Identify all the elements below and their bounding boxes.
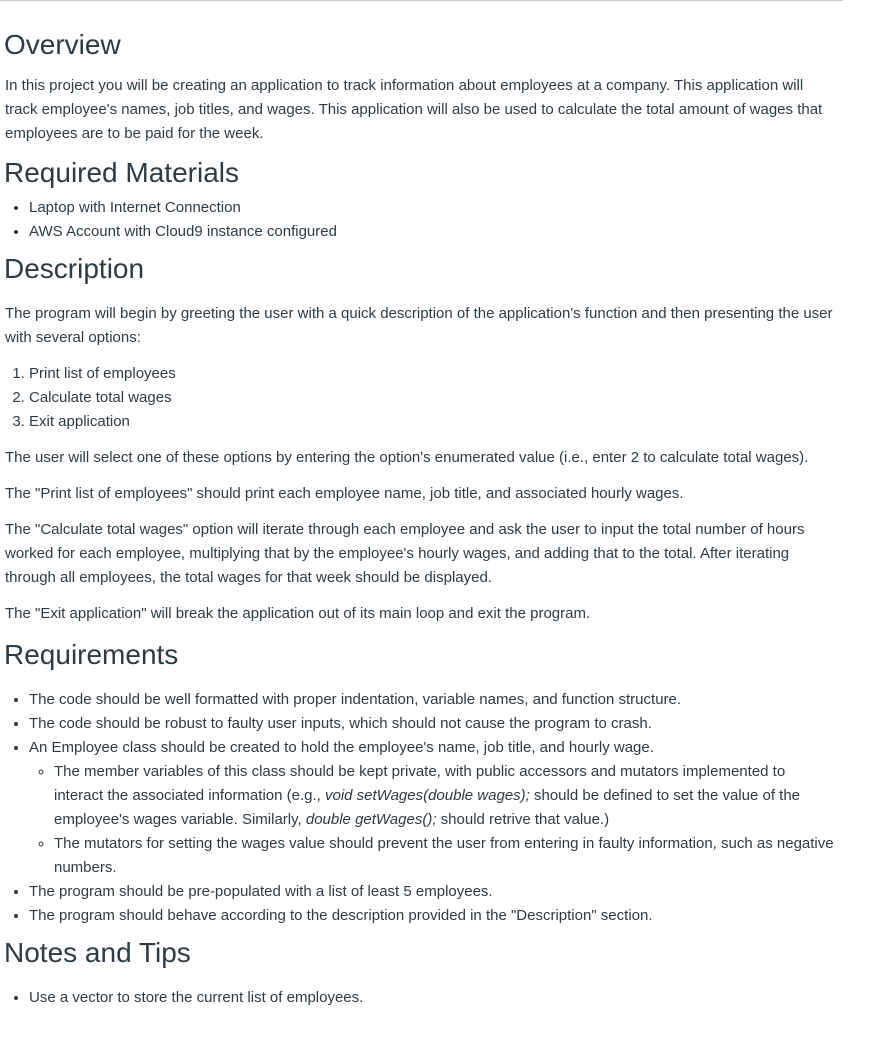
list-item: • The code should be well formatted with proper indentation, variable names, and function structure. <box>29 688 835 712</box>
list-item: 3. Exit application <box>29 410 835 434</box>
notes-heading: Notes and Tips <box>4 937 191 968</box>
code-snippet: void setWages(double wages); <box>324 787 530 804</box>
overview-heading: Overview <box>4 29 121 60</box>
assignment-content <box>5 28 835 1010</box>
list-item: 2. Calculate total wages <box>29 386 835 410</box>
notes-list <box>5 986 835 1010</box>
list-item: • Laptop with Internet Connection <box>29 196 835 220</box>
text-segment: The member variables of this class should be kept private, with public accessors and mutators implemented to interact the associated information (e.g., <box>54 763 786 804</box>
text-segment: should retrive that value.) <box>436 811 610 828</box>
list-item: • The program should be pre-populated with a list of least 5 employees. <box>29 880 835 904</box>
code-snippet: double getWages(); <box>305 811 437 828</box>
top-divider <box>0 0 843 1</box>
requirements-list <box>5 688 835 928</box>
description-select-paragraph: The user will select one of these options by entering the option's enumerated value (i.e., enter 2 to calculate total wages). <box>5 449 809 466</box>
list-item: • The code should be robust to faulty user inputs, which should not cause the program to crash. <box>29 712 835 736</box>
menu-options-list <box>5 362 835 434</box>
sub-list <box>29 760 835 880</box>
description-intro: The program will begin by greeting the user with a quick description of the application's function and then presenting the user with several options: <box>5 305 833 346</box>
list-item <box>29 736 835 880</box>
list-item: • The program should behave according to the description provided in the "Description" section. <box>29 904 835 928</box>
overview-paragraph: In this project you will be creating an application to track information about employees at a company. This application will track employee's names, job titles, and wages. This application will also be used to calculate the total amount of wages that employees are to be paid for the week. <box>5 77 823 142</box>
requirements-heading: Requirements <box>4 639 179 670</box>
sub-list-item <box>54 760 835 832</box>
text-segment: should be defined to set the value of the employee's wages variable. Similarly, <box>54 787 801 828</box>
description-calc-paragraph: The "Calculate total wages" option will iterate through each employee and ask the user to input the total number of hours worked for each employee, multiplying that by the employee's hourly wages, and adding that to the total. After iterating through all employees, the total wages for that week should be displayed. <box>5 521 805 586</box>
description-heading: Description <box>4 253 145 284</box>
list-item: • Use a vector to store the current list of employees. <box>29 986 835 1010</box>
description-exit-paragraph: The "Exit application" will break the application out of its main loop and exit the program. <box>5 605 591 622</box>
required-materials-heading: Required Materials <box>4 157 239 188</box>
required-materials-list <box>5 196 835 244</box>
description-print-paragraph: The "Print list of employees" should print each employee name, job title, and associated hourly wages. <box>5 485 684 502</box>
list-item: • AWS Account with Cloud9 instance configured <box>29 220 835 244</box>
list-item: 1. Print list of employees <box>29 362 835 386</box>
sub-list-item: ◦ The mutators for setting the wages value should prevent the user from entering in faulty information, such as negative numbers. <box>54 832 835 880</box>
list-item-text: An Employee class should be created to hold the employee's name, job title, and hourly wage. <box>29 739 654 756</box>
